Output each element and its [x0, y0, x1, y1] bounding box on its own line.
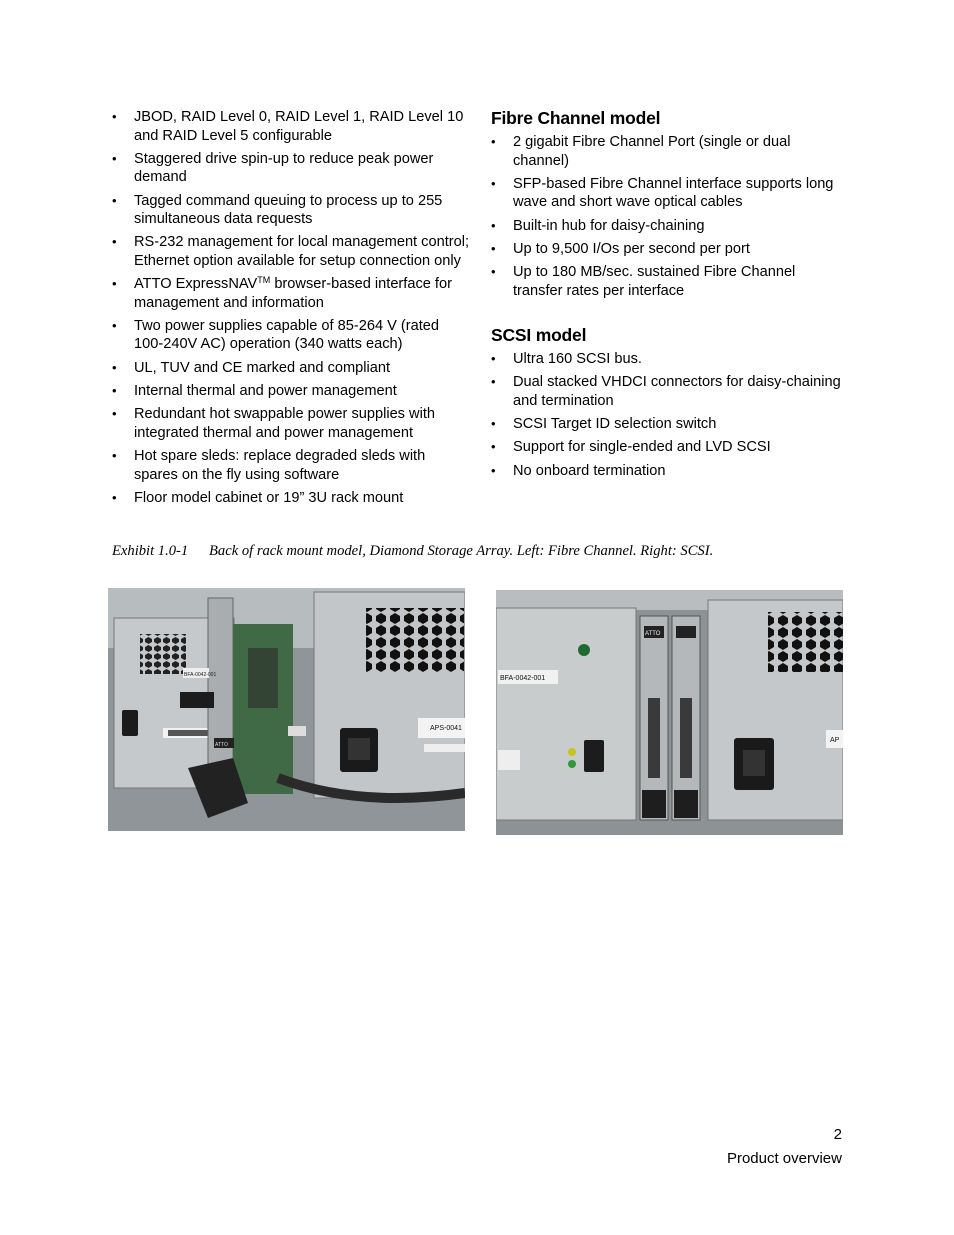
- list-item: • Support for single-ended and LVD SCSI: [491, 439, 771, 456]
- list-item: • Dual stacked VHDCI connectors for daisy-chaining and termination: [491, 374, 841, 409]
- scsi-illustration: [496, 590, 843, 835]
- list-item: • JBOD, RAID Level 0, RAID Level 1, RAID Level 10 and RAID Level 5 configurable: [112, 109, 464, 144]
- list-item: • Internal thermal and power management: [112, 383, 397, 400]
- exhibit-text: Back of rack mount model, Diamond Storage Array. Left: Fibre Channel. Right: SCSI.: [209, 543, 714, 559]
- scsi-atto-logo: ATTO: [645, 631, 661, 637]
- psu-part-label: APS-0041: [430, 725, 462, 732]
- list-item: • ATTO ExpressNAV™ browser-based interface for management and information: [112, 275, 452, 311]
- scsi-heading: SCSI model: [491, 324, 587, 345]
- list-item: • Redundant hot swappable power supplies with integrated thermal and power management: [112, 406, 435, 441]
- section-footer: Product overview: [726, 1150, 842, 1167]
- scsi-list: [491, 350, 841, 480]
- exhibit-number: Exhibit 1.0-1: [112, 543, 189, 559]
- list-item: • Up to 180 MB/sec. sustained Fibre Channel transfer rates per interface: [491, 264, 796, 299]
- scsi-psu-part-label: AP: [830, 737, 840, 744]
- list-item: • Staggered drive spin-up to reduce peak power demand: [112, 150, 434, 186]
- list-item: • 2 gigabit Fibre Channel Port (single or dual channel): [491, 134, 791, 169]
- list-item: • RS-232 management for local management control; Ethernet option available for setup connection only: [112, 234, 470, 269]
- scsi-photo: [496, 590, 843, 835]
- list-item: • Two power supplies capable of 85-264 V (rated 100-240V AC) operation (340 watts each): [112, 317, 440, 353]
- list-item: • Hot spare sleds: replace degraded sleds with spares on the fly using software: [112, 448, 426, 483]
- feature-list: [112, 108, 472, 507]
- list-item: • Floor model cabinet or 19” 3U rack mount: [112, 489, 404, 506]
- card-part-label: BFA-0042-001: [184, 672, 217, 678]
- fibre-channel-photo: [108, 588, 465, 831]
- scsi-card-part-label: BFA-0042-001: [500, 675, 546, 682]
- fibre-channel-list: [491, 133, 841, 300]
- right-column: [491, 108, 841, 485]
- list-item: • Tagged command queuing to process up to 255 simultaneous data requests: [112, 192, 443, 228]
- list-item: • No onboard termination: [491, 462, 666, 479]
- atto-logo: ATTO: [215, 742, 228, 748]
- list-item: • Up to 9,500 I/Os per second per port: [491, 240, 750, 257]
- exhibit-caption: [112, 543, 872, 560]
- list-item: • UL, TUV and CE marked and compliant: [112, 359, 391, 376]
- fibre-channel-heading: Fibre Channel model: [491, 108, 661, 128]
- list-item: • SFP-based Fibre Channel interface supports long wave and short wave optical cables: [491, 175, 834, 211]
- list-item: • SCSI Target ID selection switch: [491, 416, 717, 433]
- page-number: 2: [833, 1126, 842, 1143]
- fibre-channel-illustration: [108, 588, 465, 831]
- list-item: • Ultra 160 SCSI bus.: [491, 350, 642, 367]
- left-column: [112, 108, 472, 512]
- list-item: • Built-in hub for daisy-chaining: [491, 217, 705, 234]
